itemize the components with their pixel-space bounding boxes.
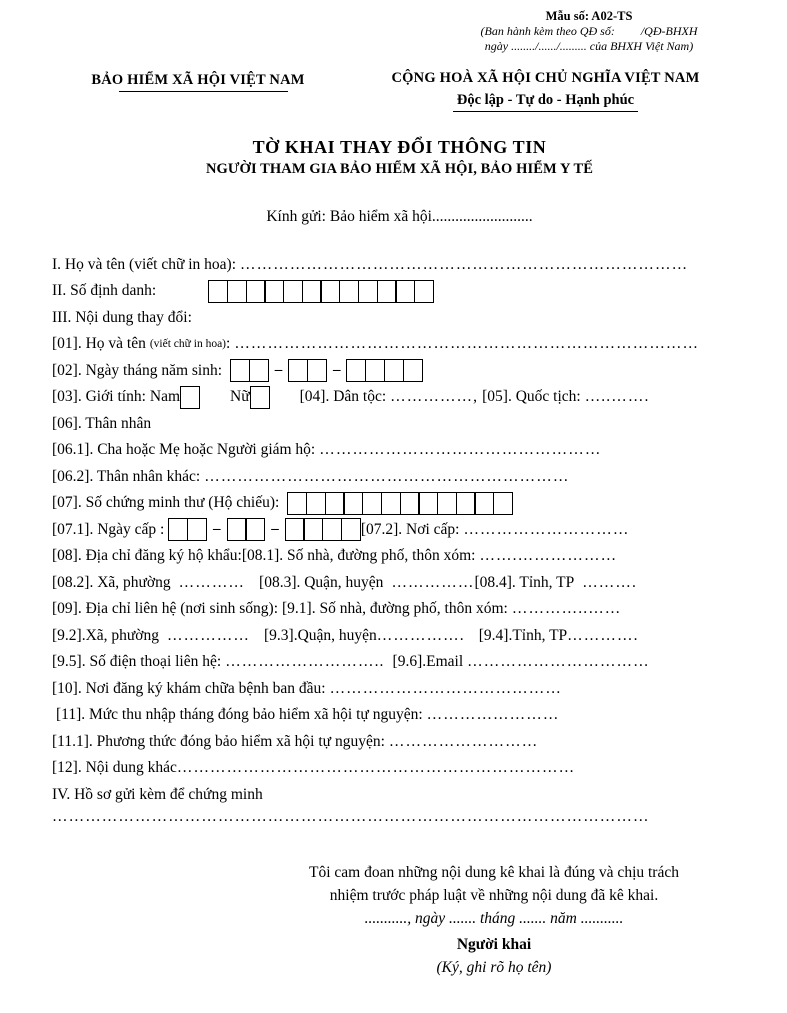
field-07-label: [07]. Số chứng minh thư (Hộ chiếu): [52,494,280,512]
recipient-label: Kính gửi: Bảo hiểm xã hội [266,207,432,225]
idcard-box[interactable] [325,492,345,515]
field-072-label: [07.2]. Nơi cấp: [360,520,460,538]
id-box[interactable] [227,280,247,303]
section-iii-label: III. Nội dung thay đổi: [52,308,192,326]
field-096-label: [9.6].Email [392,653,464,671]
field-11-label: [11]. Mức thu nhập tháng đóng bảo hiểm xã hội tự nguyện: [56,706,423,724]
issuedate-year-boxes[interactable] [285,518,361,541]
id-box[interactable] [414,280,434,303]
field-01-row [52,331,747,358]
agency-name: BẢO HIỂM XÃ HỘI VIỆT NAM [91,71,305,88]
birthdate-year-boxes[interactable] [346,359,422,382]
field-084-fill[interactable]: ………. [582,573,637,591]
section-i-label: I. Họ và tên (viết chữ in hoa): [52,255,237,273]
day-box[interactable] [168,518,188,541]
organization-header-row [52,69,747,109]
field-081-fill[interactable]: …….……………… [479,547,618,565]
idcard-box[interactable] [493,492,513,515]
month-box[interactable] [288,359,308,382]
field-12-row [52,755,747,782]
birthdate-month-boxes[interactable] [288,359,327,382]
declaration-line-1: Tôi cam đoan những nội dung kê khai là đúng và chịu trách [309,864,679,882]
field-094-fill[interactable]: …………. [567,626,639,644]
idcard-box[interactable] [474,492,494,515]
field-06-label: [06]. Thân nhân [52,414,152,432]
field-095-label: [9.5]. Số điện thoại liên hệ: [52,653,222,671]
year-box[interactable] [346,359,366,382]
field-07-row [52,490,747,517]
id-box[interactable] [246,280,266,303]
field-091-label: [9.1]. Số nhà, đường phố, thôn xóm: [282,600,508,618]
recipient-dots: .......................... [431,207,533,225]
field-05-label: [05]. Quốc tịch: [482,388,581,406]
field-093-fill[interactable]: ……………. [376,626,465,644]
idcard-box[interactable] [362,492,382,515]
year-box[interactable] [384,359,404,382]
page-title: TỜ KHAI THAY ĐỔI THÔNG TIN [252,136,547,157]
section-i-fill[interactable]: ……………………………………………………………………… [240,255,689,273]
field-10-label: [10]. Nơi đăng ký khám chữa bệnh ban đầu: [52,679,326,697]
field-02-row [52,358,747,385]
idcard-box[interactable] [343,492,363,515]
idcard-box[interactable] [306,492,326,515]
form-body [52,252,747,835]
field-062-label: [06.2]. Thân nhân khác: [52,467,201,485]
idcard-box[interactable] [437,492,457,515]
section-ii-label: II. Số định danh: [52,282,157,300]
field-061-label: [06.1]. Cha hoặc Mẹ hoặc Người giám hộ: [52,441,316,459]
field-072-fill[interactable]: ………………………… [463,520,630,538]
field-08-label: [08]. Địa chỉ đăng ký hộ khẩu: [52,547,242,565]
field-11-fill[interactable]: …………………… [426,706,560,724]
field-09-row [52,596,747,623]
field-111-label: [11.1]. Phương thức đóng bảo hiểm xã hội tự nguyện: [52,732,385,750]
id-box[interactable] [302,280,322,303]
field-01-fill[interactable]: ………………………………………………………………………… [234,335,700,353]
field-01-colon: : [226,335,231,353]
gender-female-label: Nữ [230,388,250,406]
signer-title: Người khai [456,935,532,953]
section-iv-fill[interactable]: ……………………………………………………………………………………………… [52,808,650,826]
year-box[interactable] [322,518,342,541]
field-071-label: [07.1]. Ngày cấp : [52,520,165,538]
field-062-row [52,464,747,491]
field-10-row [52,676,747,703]
field-01-label: [01]. Họ và tên [52,335,146,353]
national-motto: Độc lập - Tự do - Hạnh phúc [456,91,635,108]
field-061-fill[interactable]: …………………………………………… [319,441,602,459]
field-095-row [52,649,747,676]
field-096-fill[interactable]: …………………………… [467,653,650,671]
section-iv-label: IV. Hồ sơ gửi kèm để chứng minh [52,785,263,803]
id-box[interactable] [339,280,359,303]
field-061-row [52,437,747,464]
organization-right [344,69,747,109]
issuedate-separator-1: – [213,521,221,538]
field-082-fill[interactable]: ………… [178,573,246,591]
field-083-label: [08.3]. Quận, huyện [259,573,384,591]
section-iv-row [52,782,747,809]
idcard-box[interactable] [287,492,307,515]
field-111-fill[interactable]: ……………………… [388,732,539,750]
id-box[interactable] [395,280,415,303]
field-02-label: [02]. Ngày tháng năm sinh: [52,361,223,379]
issuedate-day-boxes[interactable] [168,518,207,541]
idcard-box[interactable] [456,492,476,515]
id-box[interactable] [283,280,303,303]
field-092-fill[interactable]: …………… [167,626,250,644]
field-091-fill[interactable]: …………..…… [511,600,622,618]
identification-number-boxes[interactable] [208,280,434,303]
month-box[interactable] [245,518,265,541]
gender-male-checkbox[interactable] [180,386,200,409]
idcard-box[interactable] [418,492,438,515]
field-095-fill[interactable]: ……………………….. [225,653,385,671]
field-11-row [52,702,747,729]
birthdate-day-boxes[interactable] [230,359,269,382]
field-092-row [52,623,747,650]
id-box[interactable] [208,280,228,303]
field-03-row [52,384,747,411]
recipient-line [52,208,747,226]
birthdate-separator-1: – [274,362,283,379]
form-number-issue-line [439,24,739,39]
form-number-title: Mẫu số: A02-TS [545,9,633,23]
signer-instruction: (Ký, ghi rõ họ tên) [436,959,552,977]
year-box[interactable] [365,359,385,382]
field-111-row [52,729,747,756]
field-082-row [52,570,747,597]
declaration-line-2: nhiệm trước pháp luật về những nội dung đã kê khai. [329,886,659,904]
field-10-fill[interactable]: …………………………………… [329,679,562,697]
id-box[interactable] [320,280,340,303]
national-name: CỘNG HOÀ XÃ HỘI CHỦ NGHĨA VIỆT NAM [391,69,700,86]
title-block [52,137,747,178]
field-03-label: [03]. Giới tính: [52,388,146,406]
year-box[interactable] [285,518,305,541]
id-box[interactable] [264,280,284,303]
field-092-label: [9.2].Xã, phường [52,626,159,644]
form-number-date-line: ngày ......../....../......... của BHXH Việt Nam) [484,39,694,54]
identity-card-number-boxes[interactable] [287,492,513,515]
form-number-block [439,8,739,55]
year-box[interactable] [341,518,361,541]
id-box[interactable] [377,280,397,303]
signature-date-line[interactable]: ..........., ngày ....... tháng ....... năm ........... [364,910,624,928]
field-08-row [52,543,747,570]
form-number-issue-suffix: /QĐ-BHXH [640,24,698,38]
year-box[interactable] [303,518,323,541]
page-subtitle: NGƯỜI THAM GIA BẢO HIỂM XÃ HỘI, BẢO HIỂM Y TẾ [205,160,594,177]
field-062-fill[interactable]: ………………………………………………………… [204,467,570,485]
field-12-fill[interactable]: ……………………………………………………………… [176,759,576,777]
day-box[interactable] [187,518,207,541]
field-04-label: [04]. Dân tộc: [299,388,387,406]
section-iii-row [52,305,747,332]
section-i-row [52,252,747,279]
closing-block [259,862,729,979]
field-071-row [52,517,747,544]
field-05-fill[interactable]: …..……. [584,388,650,406]
form-number-issue-prefix: (Ban hành kèm theo QĐ số: [480,24,615,38]
field-082-label: [08.2]. Xã, phường [52,573,171,591]
field-04-fill[interactable]: ……………, [390,388,479,406]
idcard-box[interactable] [400,492,420,515]
month-box[interactable] [227,518,247,541]
field-084-label: [08.4]. Tỉnh, TP [474,573,575,591]
issuedate-separator-2: – [271,521,279,538]
month-box[interactable] [307,359,327,382]
field-093-label: [9.3].Quận, huyện [264,626,377,644]
organization-left [52,69,344,89]
day-box[interactable] [230,359,250,382]
field-081-label: [08.1]. Số nhà, đường phố, thôn xóm: [241,547,476,565]
idcard-box[interactable] [381,492,401,515]
day-box[interactable] [249,359,269,382]
section-ii-row [52,278,747,305]
field-12-label: [12]. Nội dung khác [52,759,177,777]
field-01-note: (viết chữ in hoa) [149,338,227,351]
field-083-fill[interactable]: …………… [391,573,475,591]
year-box[interactable] [403,359,423,382]
field-09-label: [09]. Địa chỉ liên hệ (nơi sinh sống): [52,600,279,618]
field-06-row [52,411,747,438]
birthdate-separator-2: – [332,362,341,379]
gender-female-checkbox[interactable] [250,386,270,409]
id-box[interactable] [358,280,378,303]
field-094-label: [9.4].Tỉnh, TP [478,626,568,644]
issuedate-month-boxes[interactable] [227,518,266,541]
gender-male-label: Nam [149,388,181,406]
